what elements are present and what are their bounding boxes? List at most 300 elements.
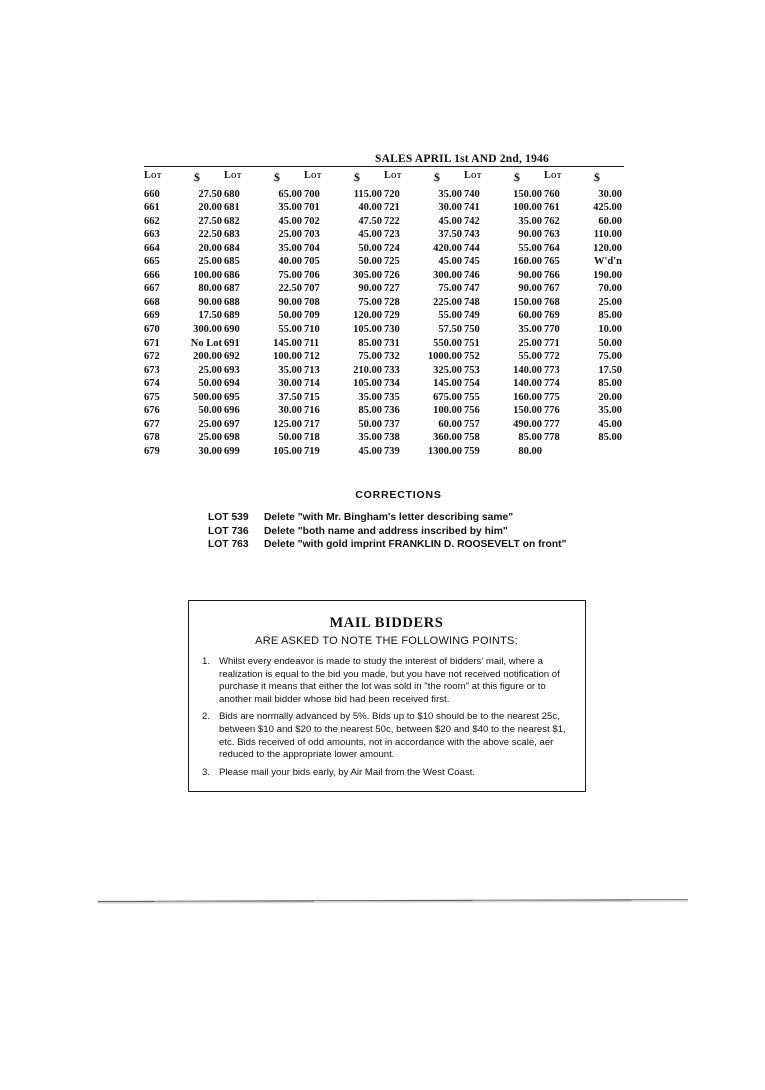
- lot-number: 740: [464, 188, 480, 200]
- lot-price: 22.50: [198, 229, 222, 241]
- title-divider: [144, 166, 624, 167]
- lot-number: 721: [384, 202, 400, 214]
- lot-price: 25.00: [598, 296, 622, 308]
- table-row: [544, 364, 624, 378]
- table-row: [384, 445, 464, 459]
- lot-price: 30.00: [278, 378, 302, 390]
- table-row: [144, 188, 224, 202]
- lot-price: 17.50: [598, 364, 622, 376]
- table-row: [464, 282, 544, 296]
- column-header: [464, 170, 544, 185]
- mail-bidders-point-number: 1.: [202, 656, 211, 667]
- lot-price: 30.00: [598, 188, 622, 200]
- lot-price: 75.00: [278, 269, 302, 281]
- lot-number: 663: [144, 229, 160, 241]
- table-row: [544, 188, 624, 202]
- table-row: [384, 255, 464, 269]
- lot-number: 723: [384, 229, 400, 241]
- table-row: [304, 364, 384, 378]
- lot-price: W'd'n: [593, 256, 622, 268]
- correction-lot-label: LOT 539: [208, 512, 249, 523]
- table-row: [224, 188, 304, 202]
- lot-price: 300.00: [193, 323, 222, 335]
- lot-price: 325.00: [433, 364, 462, 376]
- table-row: [144, 282, 224, 296]
- mail-bidders-points: [202, 656, 571, 779]
- lot-price: 50.00: [358, 242, 382, 254]
- lot-number: 726: [384, 269, 400, 281]
- lot-number: 737: [384, 418, 400, 430]
- correction-lot-label: LOT 736: [208, 525, 249, 537]
- lot-number: 768: [544, 296, 560, 308]
- column-header-lot: Lot: [384, 170, 402, 181]
- table-row: [464, 431, 544, 445]
- table-row: [224, 201, 304, 215]
- lot-price: 210.00: [353, 364, 382, 376]
- lot-column: [304, 170, 384, 458]
- table-row: [224, 445, 304, 459]
- lot-number: 775: [544, 391, 560, 403]
- lot-price: 120.00: [353, 310, 382, 322]
- lot-price: 30.00: [198, 445, 222, 457]
- lot-price: 70.00: [598, 283, 622, 295]
- lot-number: 665: [144, 256, 160, 268]
- lot-number: 661: [144, 202, 160, 214]
- price-grid: [144, 170, 624, 458]
- lot-price: 50.00: [358, 256, 382, 268]
- table-row: [544, 418, 624, 432]
- table-row: [464, 377, 544, 391]
- table-row: [304, 337, 384, 351]
- lot-price: 90.00: [198, 296, 222, 308]
- lot-price: 115.00: [353, 188, 382, 200]
- lot-number: 681: [224, 202, 240, 214]
- lot-number: 668: [144, 296, 160, 308]
- column-header: [544, 170, 624, 185]
- lot-number: 720: [384, 188, 400, 200]
- mail-bidders-point-text: Bids are normally advanced by 5%. Bids up to $10 should be to the nearest 25c, between $10 and $20 to the nearest 50c, between $20 and $40 to the nearest $1, etc. Bids received of odd amounts, not in accordance with the above scale, aer reduced to the appropriate lower amount.: [219, 711, 566, 761]
- lot-column: [464, 170, 544, 458]
- correction-item: [208, 511, 765, 525]
- lot-price: 50.00: [358, 418, 382, 430]
- lot-number: 730: [384, 323, 400, 335]
- lot-price: 90.00: [358, 283, 382, 295]
- lot-number: 667: [144, 283, 160, 295]
- table-row: [144, 445, 224, 459]
- table-row: [304, 404, 384, 418]
- table-row: [144, 350, 224, 364]
- lot-price: 25.00: [198, 256, 222, 268]
- lot-number: 744: [464, 242, 480, 254]
- table-row: [144, 242, 224, 256]
- lot-price: 85.00: [358, 405, 382, 417]
- lot-number: 707: [304, 283, 320, 295]
- table-row: [544, 309, 624, 323]
- correction-text: Delete "both name and address inscribed by him": [264, 525, 508, 537]
- lot-price: 100.00: [273, 351, 302, 363]
- lot-number: 716: [304, 405, 320, 417]
- lot-number: 751: [464, 337, 480, 349]
- lot-number: 745: [464, 256, 480, 268]
- mail-bidders-point-text: Please mail your bids early, by Air Mail from the West Coast.: [219, 766, 476, 778]
- lot-price: 50.00: [278, 310, 302, 322]
- lot-number: 697: [224, 418, 240, 430]
- corrections-list: [0, 511, 765, 552]
- lot-price: 25.00: [198, 418, 222, 430]
- table-row: [544, 337, 624, 351]
- mail-bidders-point-number: 3.: [202, 766, 211, 778]
- column-header-lot: Lot: [464, 170, 482, 181]
- lot-price: 45.00: [438, 256, 462, 268]
- lot-number: 671: [144, 337, 160, 349]
- table-row: [144, 201, 224, 215]
- lot-price: 105.00: [353, 323, 382, 335]
- lot-number: 776: [544, 405, 560, 417]
- table-row: [144, 404, 224, 418]
- lot-price: 90.00: [278, 296, 302, 308]
- lot-number: 672: [144, 351, 160, 363]
- lot-price: 55.00: [518, 242, 542, 254]
- lot-number: 688: [224, 296, 240, 308]
- column-header: [384, 170, 464, 185]
- column-header: [224, 170, 304, 185]
- table-row: [224, 269, 304, 283]
- mail-bidders-subtitle: ARE ASKED TO NOTE THE FOLLOWING POINTS:: [255, 635, 518, 647]
- lot-number: 748: [464, 296, 480, 308]
- lot-price: 37.50: [438, 229, 462, 241]
- lot-number: 718: [304, 432, 320, 444]
- lot-number: 758: [464, 432, 480, 444]
- column-header-amount: $: [274, 170, 280, 184]
- mail-bidders-point: [202, 767, 571, 780]
- lot-number: 673: [144, 364, 160, 376]
- lot-price: 100.00: [433, 405, 462, 417]
- lot-price: 20.00: [598, 391, 622, 403]
- lot-price: 80.00: [198, 283, 222, 295]
- lot-price: 50.00: [198, 378, 222, 390]
- table-row: [464, 445, 544, 459]
- lot-price: 90.00: [518, 269, 542, 281]
- lot-number: 735: [384, 391, 400, 403]
- lot-price: 35.00: [518, 323, 542, 335]
- column-header-amount: $: [354, 170, 360, 184]
- lot-price: 145.00: [273, 337, 302, 349]
- lot-number: 734: [384, 378, 400, 390]
- lot-price: 75.00: [358, 296, 382, 308]
- lot-number: 763: [544, 229, 560, 241]
- lot-price: 45.00: [358, 445, 382, 457]
- table-row: [384, 364, 464, 378]
- lot-number: 709: [304, 310, 320, 322]
- table-row: [384, 201, 464, 215]
- table-row: [144, 296, 224, 310]
- lot-price: 150.00: [513, 188, 542, 200]
- lot-price: 45.00: [278, 215, 302, 227]
- table-row: [304, 309, 384, 323]
- lot-price: 50.00: [198, 405, 222, 417]
- table-row: [384, 391, 464, 405]
- sales-title: SALES APRIL 1st AND 2nd, 1946: [375, 153, 549, 165]
- table-row: [384, 418, 464, 432]
- lot-number: 704: [304, 242, 320, 254]
- table-row: [304, 418, 384, 432]
- lot-number: 746: [464, 269, 480, 281]
- lot-number: 714: [304, 378, 320, 390]
- mail-bidders-point-text: Whilst every endeavor is made to study the interest of bidders' mail, where a realization is equal to the bid you made, but you have not received notification of purchase it means that either the lot was sold in "the room" at this figure or to another mail bidder whose bid had been received first.: [219, 656, 560, 705]
- column-header: [144, 170, 224, 185]
- lot-number: 670: [144, 323, 160, 335]
- lot-price: 35.00: [598, 405, 622, 417]
- table-row: [384, 350, 464, 364]
- table-row: [304, 377, 384, 391]
- lot-price: 35.00: [358, 391, 382, 403]
- table-row: [144, 364, 224, 378]
- lot-number: 701: [304, 202, 320, 214]
- lot-number: 738: [384, 432, 400, 444]
- prices-realized-sheet: [144, 153, 624, 458]
- lot-number: 778: [544, 432, 560, 444]
- lot-price: 85.00: [518, 432, 542, 444]
- lot-price: 57.50: [438, 323, 462, 335]
- table-row: [544, 391, 624, 405]
- lot-number: 719: [304, 445, 320, 457]
- lot-price: 105.00: [353, 378, 382, 390]
- lot-price: 55.00: [438, 310, 462, 322]
- lot-number: 717: [304, 418, 320, 430]
- table-row: [224, 228, 304, 242]
- column-header-amount: $: [514, 170, 520, 184]
- lot-number: 687: [224, 283, 240, 295]
- lot-number: 674: [144, 378, 160, 390]
- lot-price: 1300.00: [427, 445, 462, 457]
- lot-price: 30.00: [278, 405, 302, 417]
- lot-price: 150.00: [513, 296, 542, 308]
- lot-price: 110.00: [593, 229, 622, 241]
- lot-column: [144, 170, 224, 458]
- lot-number: 669: [144, 310, 160, 322]
- lot-number: 700: [304, 188, 320, 200]
- lot-number: 715: [304, 391, 320, 403]
- lot-number: 742: [464, 215, 480, 227]
- table-row: [384, 431, 464, 445]
- lot-number: 743: [464, 229, 480, 241]
- table-row: [304, 228, 384, 242]
- lot-price: 25.00: [198, 432, 222, 444]
- lot-price: 37.50: [278, 391, 302, 403]
- column-header-lot: Lot: [304, 170, 322, 181]
- lot-number: 728: [384, 296, 400, 308]
- lot-column: [544, 170, 624, 445]
- lot-number: 691: [224, 337, 240, 349]
- lot-number: 664: [144, 242, 160, 254]
- lot-number: 755: [464, 391, 480, 403]
- lot-column: [224, 170, 304, 458]
- lot-number: 677: [144, 418, 160, 430]
- column-header-amount: $: [194, 170, 200, 184]
- lot-price: 85.00: [358, 337, 382, 349]
- table-row: [544, 228, 624, 242]
- correction-item: [208, 538, 765, 552]
- table-row: [304, 255, 384, 269]
- lot-price: 35.00: [278, 242, 302, 254]
- corrections-heading: CORRECTIONS: [355, 489, 442, 501]
- lot-price: 50.00: [278, 432, 302, 444]
- table-row: [224, 296, 304, 310]
- lot-price: 27.50: [198, 215, 222, 227]
- lot-price: 35.00: [438, 188, 462, 200]
- lot-number: 761: [544, 202, 560, 214]
- table-row: [464, 418, 544, 432]
- table-row: [144, 431, 224, 445]
- lot-number: 686: [224, 269, 240, 281]
- table-row: [224, 215, 304, 229]
- lot-number: 756: [464, 405, 480, 417]
- lot-number: 666: [144, 269, 160, 281]
- lot-number: 760: [544, 188, 560, 200]
- lot-price: 35.00: [278, 364, 302, 376]
- table-row: [384, 215, 464, 229]
- table-row: [224, 337, 304, 351]
- table-row: [304, 350, 384, 364]
- lot-price: 85.00: [598, 432, 622, 444]
- lot-number: 773: [544, 364, 560, 376]
- lot-number: 727: [384, 283, 400, 295]
- lot-price: 47.50: [358, 215, 382, 227]
- mail-bidders-point: [202, 711, 571, 761]
- table-row: [464, 201, 544, 215]
- table-row: [304, 445, 384, 459]
- lot-number: 752: [464, 351, 480, 363]
- lot-number: 678: [144, 432, 160, 444]
- lot-price: 360.00: [433, 432, 462, 444]
- correction-text: Delete "with gold imprint FRANKLIN D. ROOSEVELT on front": [264, 539, 567, 550]
- table-row: [464, 337, 544, 351]
- scan-edge-artifact: [98, 899, 688, 904]
- table-row: [464, 404, 544, 418]
- table-row: [384, 188, 464, 202]
- lot-price: 145.00: [433, 378, 462, 390]
- correction-lot-label: LOT 763: [208, 539, 249, 550]
- mail-bidders-point: [202, 656, 571, 706]
- table-row: [224, 255, 304, 269]
- corrections-section: [0, 489, 765, 552]
- table-row: [544, 323, 624, 337]
- lot-number: 771: [544, 337, 560, 349]
- lot-number: 693: [224, 364, 240, 376]
- table-row: [544, 431, 624, 445]
- table-row: [384, 309, 464, 323]
- lot-number: 682: [224, 215, 240, 227]
- table-row: [224, 391, 304, 405]
- table-row: [224, 364, 304, 378]
- lot-number: 690: [224, 323, 240, 335]
- lot-price: 120.00: [593, 242, 622, 254]
- lot-number: 757: [464, 418, 480, 430]
- lot-price: 500.00: [193, 391, 222, 403]
- lot-price: 27.50: [198, 188, 222, 200]
- table-row: [464, 309, 544, 323]
- lot-price: 45.00: [358, 229, 382, 241]
- lot-price: 80.00: [518, 445, 542, 457]
- lot-number: 683: [224, 229, 240, 241]
- mail-bidders-notice: [188, 600, 586, 792]
- lot-price: No Lot: [190, 337, 222, 349]
- lot-number: 695: [224, 391, 240, 403]
- table-row: [464, 391, 544, 405]
- lot-price: 25.00: [518, 337, 542, 349]
- lot-number: 725: [384, 256, 400, 268]
- lot-price: 55.00: [518, 351, 542, 363]
- lot-number: 694: [224, 378, 240, 390]
- lot-number: 777: [544, 418, 560, 430]
- lot-number: 770: [544, 323, 560, 335]
- lot-number: 762: [544, 215, 560, 227]
- lot-number: 767: [544, 283, 560, 295]
- table-row: [304, 391, 384, 405]
- lot-price: 45.00: [438, 215, 462, 227]
- lot-number: 675: [144, 391, 160, 403]
- lot-price: 550.00: [433, 337, 462, 349]
- lot-price: 490.00: [513, 418, 542, 430]
- lot-price: 60.00: [518, 310, 542, 322]
- lot-number: 724: [384, 242, 400, 254]
- table-row: [464, 296, 544, 310]
- lot-number: 772: [544, 351, 560, 363]
- table-row: [544, 296, 624, 310]
- lot-price: 65.00: [278, 188, 302, 200]
- column-header-lot: Lot: [144, 170, 162, 181]
- table-row: [464, 242, 544, 256]
- table-row: [544, 377, 624, 391]
- lot-number: 679: [144, 445, 160, 457]
- table-row: [544, 215, 624, 229]
- lot-price: 100.00: [193, 269, 222, 281]
- table-row: [304, 269, 384, 283]
- lot-price: 20.00: [198, 242, 222, 254]
- lot-price: 140.00: [513, 364, 542, 376]
- lot-number: 733: [384, 364, 400, 376]
- table-row: [144, 269, 224, 283]
- lot-price: 160.00: [513, 391, 542, 403]
- lot-price: 10.00: [598, 323, 622, 335]
- lot-price: 200.00: [193, 351, 222, 363]
- table-row: [224, 404, 304, 418]
- lot-price: 60.00: [598, 215, 622, 227]
- lot-price: 160.00: [513, 256, 542, 268]
- table-row: [144, 377, 224, 391]
- lot-price: 425.00: [593, 202, 622, 214]
- lot-number: 732: [384, 351, 400, 363]
- table-row: [304, 323, 384, 337]
- table-row: [304, 282, 384, 296]
- lot-price: 85.00: [598, 310, 622, 322]
- lot-number: 739: [384, 445, 400, 457]
- table-row: [464, 269, 544, 283]
- table-row: [224, 242, 304, 256]
- lot-price: 675.00: [433, 391, 462, 403]
- lot-price: 35.00: [278, 202, 302, 214]
- table-row: [224, 377, 304, 391]
- lot-price: 225.00: [433, 296, 462, 308]
- lot-number: 713: [304, 364, 320, 376]
- lot-number: 712: [304, 351, 320, 363]
- lot-price: 75.00: [598, 351, 622, 363]
- table-row: [384, 228, 464, 242]
- column-header: [304, 170, 384, 185]
- table-row: [144, 228, 224, 242]
- table-row: [144, 418, 224, 432]
- correction-text: Delete "with Mr. Bingham's letter describing same": [264, 512, 514, 523]
